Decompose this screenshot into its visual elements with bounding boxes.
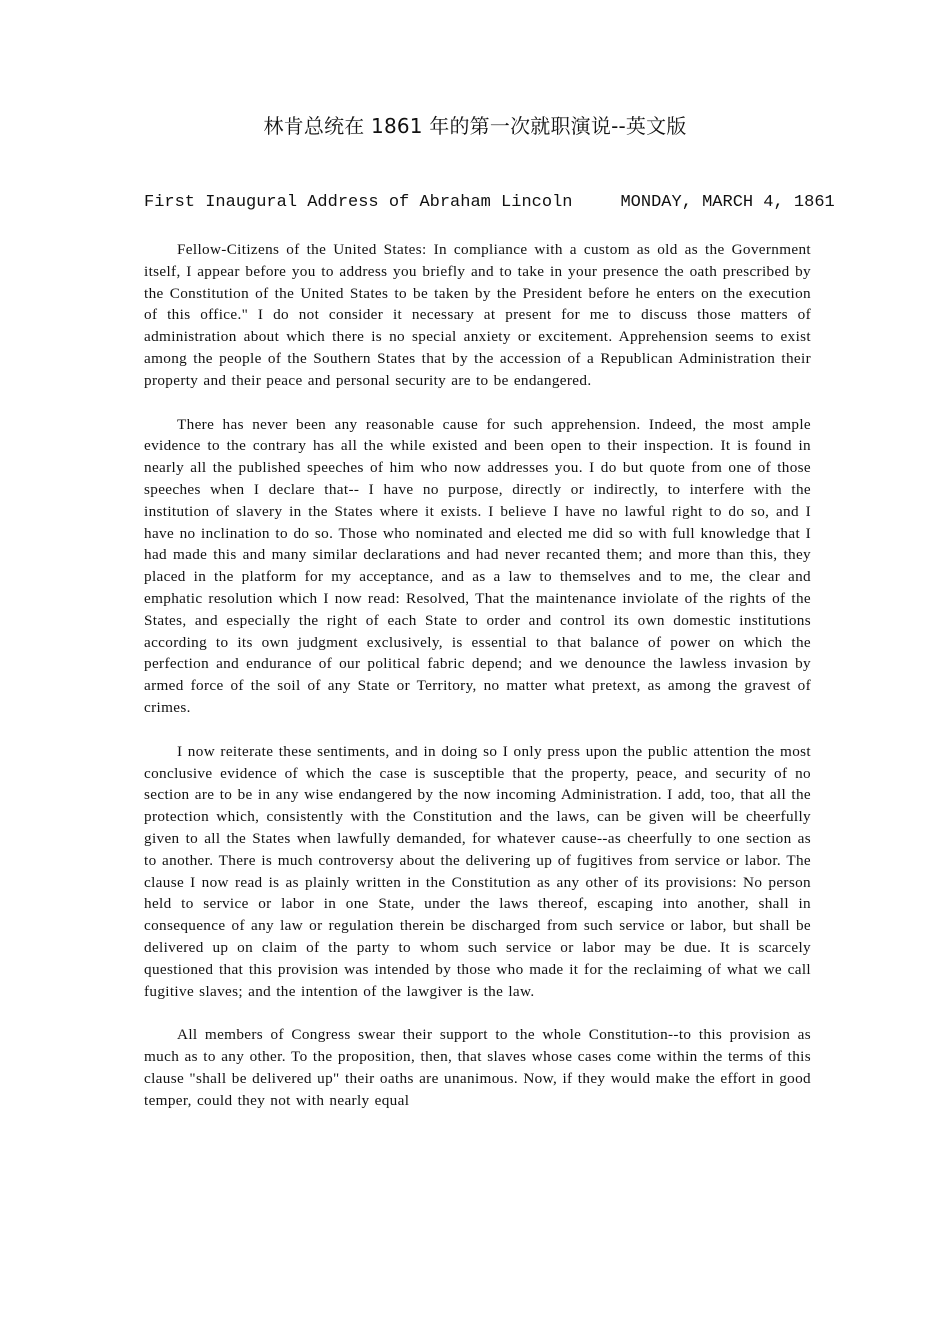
document-title: 林肯总统在 1861 年的第一次就职演说--英文版 bbox=[263, 114, 687, 138]
address-date: MONDAY, MARCH 4, 1861 bbox=[620, 193, 835, 212]
paragraph: Fellow-Citizens of the United States: In compliance with a custom as old as the Government itself, I appear before you to address you briefly and to take in your presence the oath prescribed by the Constitution of the United States to be taken by the President before he enters on the execution of this office." I do not consider it necessary at present for me to discuss those matters of administration about which there is no special anxiety or excitement. Apprehension seems to exist among the people of the Southern States that by the accession of a Republican Administration their property and their peace and personal security are to be endangered. bbox=[144, 241, 811, 389]
address-heading: First Inaugural Address of Abraham Lincoln bbox=[144, 193, 573, 212]
address-heading-line bbox=[144, 192, 835, 214]
paragraph: I now reiterate these sentiments, and in doing so I only press upon the public attention the most conclusive evidence of which the case is susceptible that the property, peace, and security of no section are to be in any wise endangered by the now incoming Administration. I add, too, that all the protection which, consistently with the Constitution and the laws, can be given will be cheerfully given to all the States when lawfully demanded, for whatever cause--as cheerfully to one section as to another. There is much controversy about the delivering up of fugitives from service or labor. The clause I now read is as plainly written in the Constitution as any other of its provisions: No person held to service or labor in one State, under the laws thereof, escaping into another, shall in consequence of any law or regulation therein be discharged from such service or labor, but shall be delivered up on claim of the party to whom such service or labor may be due. It is scarcely questioned that this provision was intended by those who made it for the reclaiming of what we call fugitive slaves; and the intention of the lawgiver is the law. bbox=[144, 742, 811, 1000]
paragraph: There has never been any reasonable cause for such apprehension. Indeed, the most ample evidence to the contrary has all the while existed and been open to their inspection. It is found in nearly all the published speeches of him who now addresses you. I do but quote from one of those speeches when I declare that-- I have no purpose, directly or indirectly, to interfere with the institution of slavery in the States where it exists. I believe I have no lawful right to do so, and I have no inclination to do so. Those who nominated and elected me did so with full knowledge that I had made this and many similar declarations and had never recanted them; and more than this, they placed in the platform for my acceptance, and as a law to themselves and to me, the clear and emphatic resolution which I now read: Resolved, That the maintenance inviolate of the rights of the States, and especially the right of each State to order and control its own domestic institutions according to its own judgment exclusively, is essential to that balance of power on which the perfection and endurance of our political fabric depend; and we denounce the lawless invasion by armed force of the soil of any State or Territory, no matter what pretext, as among the gravest of crimes. bbox=[144, 415, 811, 716]
document-body bbox=[144, 239, 811, 1133]
paragraph: All members of Congress swear their support to the whole Constitution--to this provision as much as to any other. To the proposition, then, that slaves whose cases come within the terms of this clause "shall be delivered up" their oaths are unanimous. Now, if they would make the effort in good temper, could they not with nearly equal bbox=[144, 1026, 811, 1109]
